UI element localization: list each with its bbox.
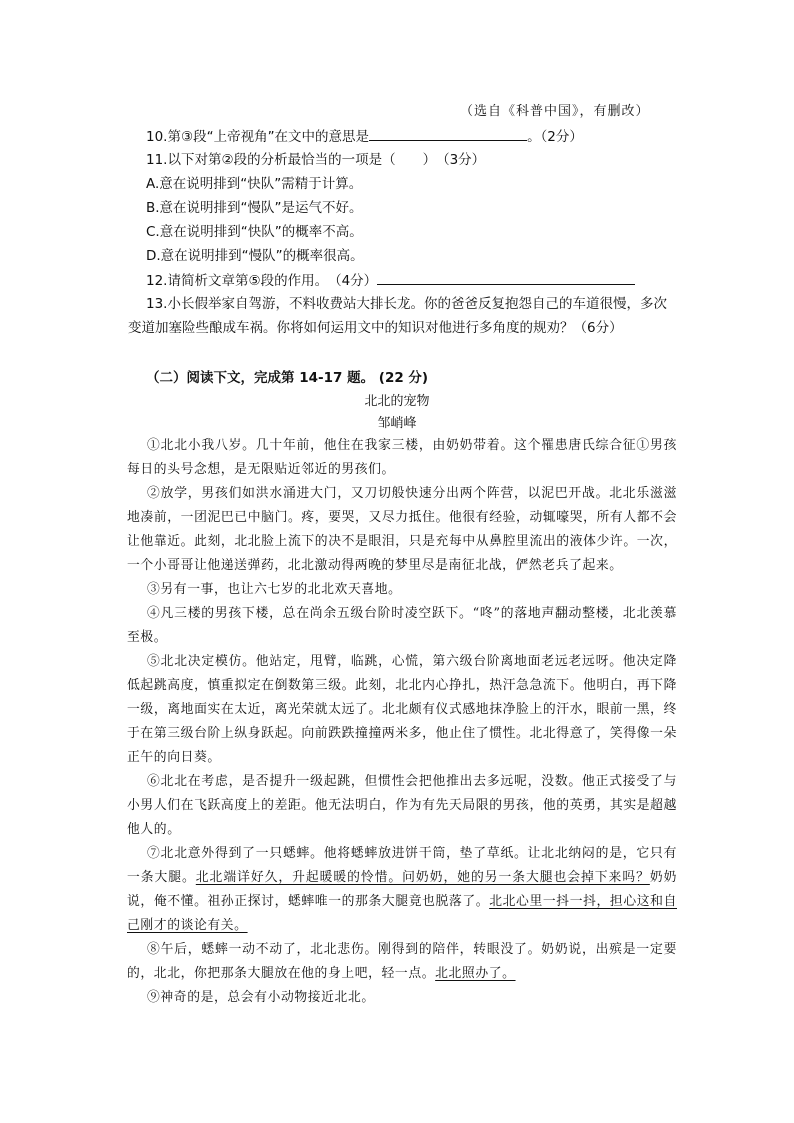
underlined-sentence: 北北端详好久，升起暖暖的怜惜。问奶奶，她的另一条大腿也会掉下来吗？ — [195, 870, 650, 885]
paragraph-5: ⑤北北决定模仿。他站定，甩臂，临跳，心慌，第六级台阶离地面老远老远呀。他决定降低起跳高度，慎重拟定在倒数第三级。此刻，北北内心挣扎，热汗急急流下。他明白，再下降一级，离地面实在太近，离光荣就太远了。北北颇有仪式感地抹净脸上的汗水，眼前一黑，终于在第三级台阶上纵身跃起。向前跌跌撞撞两米多，他止住了惯性。北北得意了，笑得像一朵正午的向日葵。 — [127, 654, 677, 765]
question-13: 13.小长假举家自驾游，不料收费站大排长龙。你的爸爸反复抱怨自己的车道很慢，多次变道加塞险些酿成车祸。你将如何运用文中的知识对他进行多角度的规劝？（6分） — [128, 296, 667, 336]
answer-blank-12[interactable] — [377, 269, 635, 285]
source-citation: （选自《科普中国》，有删改） — [460, 104, 650, 119]
answer-blank-10[interactable] — [369, 125, 527, 141]
paragraph-7-text-2: 奶奶说，俺不懂。祖孙正探讨，蟋蟀唯一的那条大腿竟也脱落了。 — [127, 870, 677, 909]
section-heading: （二）阅读下文，完成第 14-17 题。 (22 分) — [146, 370, 429, 386]
option-c: C.意在说明排到“快队”的概率不高。 — [146, 224, 363, 240]
question-10 — [146, 125, 583, 148]
underlined-sentence-2: 北北心里一抖一抖，担心这和自己刚才的谈论有关。 — [127, 894, 677, 933]
paragraph-2: ②放学，男孩们如洪水涌进大门，又刀切般快速分出两个阵营，以泥巴开战。北北乐滋滋地凑前，一团泥巴已中脑门。疼，要哭，又尽力抵住。他很有经验，动辄嚎哭，所有人都不会让他靠近。此刻，北北脸上流下的决不是眼泪，只是充每中从鼻腔里流出的液体少许。一次，一个小哥哥让他递送弹药，北北激动得两晚的梦里尽是南征北战，俨然老兵了起来。 — [127, 486, 677, 573]
option-a: A.意在说明排到“快队”需精于计算。 — [146, 176, 363, 192]
paragraph-4: ④凡三楼的男孩下楼，总在尚余五级台阶时凌空跃下。“咚”的落地声翻动整楼，北北羡慕至极。 — [127, 606, 677, 645]
question-10-text: 10.第③段“上帝视角”在文中的意思是 — [146, 129, 370, 145]
question-10-score: 。（2分） — [527, 129, 583, 145]
option-d: D.意在说明排到“慢队”的概率很高。 — [146, 248, 364, 264]
question-11: 11.以下对第②段的分析最恰当的一项是（ ） （3分） — [146, 152, 486, 168]
paragraph-3: ③另有一事，也让六七岁的北北欢天喜地。 — [147, 582, 402, 597]
option-b: B.意在说明排到“慢队”是运气不好。 — [146, 200, 363, 216]
paragraph-9: ⑨神奇的是，总会有小动物接近北北。 — [147, 990, 375, 1005]
question-12-text: 12.请简析文章第⑤段的作用。 （4分） — [146, 273, 378, 289]
article-author: 邹峭峰 — [377, 416, 417, 431]
paragraph-7-text: ⑦北北意外得到了一只蟋蟀。他将蟋蟀放进饼干筒，垫了草纸。让北北纳闷的是，它只有一条大腿。 — [127, 846, 677, 885]
article-title: 北北的宠物 — [364, 394, 430, 409]
paragraph-7 — [127, 842, 677, 938]
article-body — [127, 434, 677, 1010]
paragraph-8-text: ⑧午后，蟋蟀一动不动了，北北悲伤。刚得到的陪伴，转眼没了。奶奶说，出殡是一定要的，北北，你把那条大腿放在他的身上吧，轻一点。 — [127, 942, 677, 981]
paragraph-8 — [127, 938, 677, 986]
question-12 — [146, 269, 635, 292]
paragraph-1: ①北北小我八岁。几十年前，他住在我家三楼，由奶奶带着。这个罹患唐氏综合征①男孩每日的头号念想，是无限贴近邻近的男孩们。 — [127, 438, 677, 477]
underlined-sentence-3: 北北照办了。 — [435, 966, 516, 981]
paragraph-6: ⑥北北在考虑，是否提升一级起跳，但惯性会把他推出去多远呢，没数。他正式接受了与小男人们在飞跃高度上的差距。他无法明白，作为有先天局限的男孩，他的英勇，其实是超越他人的。 — [127, 774, 677, 837]
